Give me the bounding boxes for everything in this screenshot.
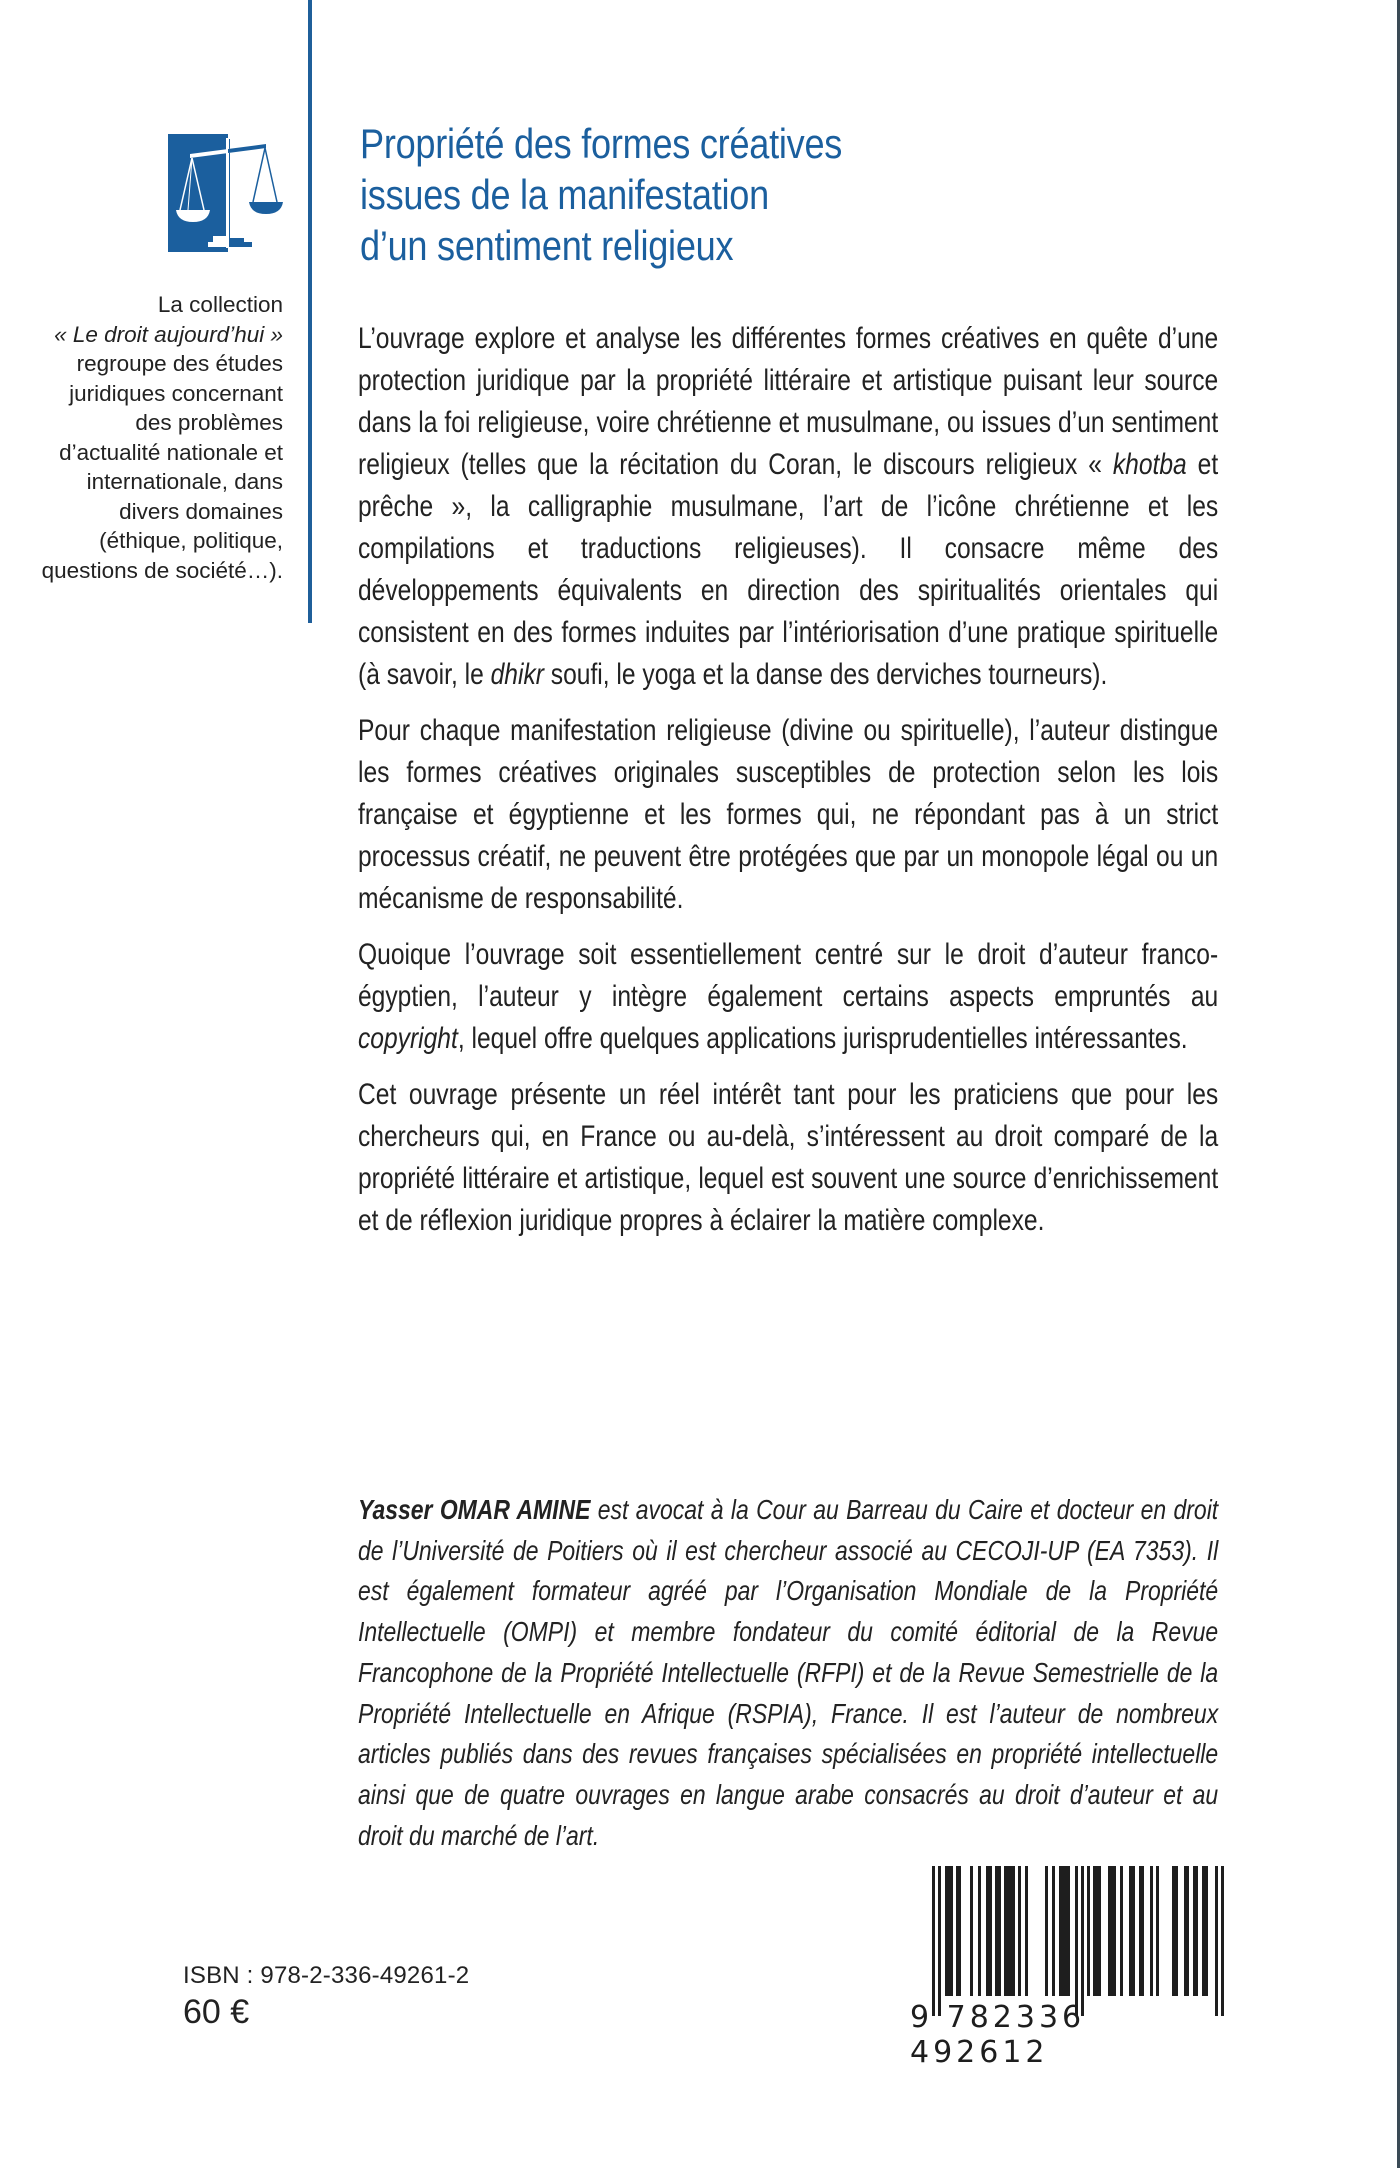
barcode-digits: 9 782336 492612: [910, 2000, 1086, 2070]
book-description: [358, 318, 1218, 1256]
description-paragraph-4: Cet ouvrage présente un réel intérêt tant pour les praticiens que pour les chercheurs qui, en France ou au-delà, s’intéressent au droit comparé de la propriété littéraire et artistique, lequel est souvent une source d’enrichissement et de réflexion juridique propres à éclairer la matière complexe.: [358, 1078, 1219, 1237]
description-paragraph-2: Pour chaque manifestation religieuse (divine ou spirituelle), l’auteur distingue les formes créatives originales susceptibles de protection selon les lois française et égyptienne et les formes qui, ne répondant pas à un strict processus créatif, ne peuvent être protégées que par un monopole légal ou un mécanisme de responsabilité.: [358, 714, 1219, 915]
term-khotba: khotba: [1112, 448, 1187, 481]
author-bio: [358, 1490, 1218, 1856]
collection-series-name: « Le droit aujourd’hui »: [54, 321, 283, 347]
title-line-3: d’un sentiment religieux: [360, 222, 734, 269]
scales-of-justice-icon: [168, 134, 288, 254]
author-bio-text: est avocat à la Cour au Barreau du Caire et docteur en droit de l’Université de Poitiers où il est chercheur associé au CECOJI-UP (EA 7353). Il est également formateur agréé par l’Organisation Mondiale de la Propriété Intellectuelle (OMPI) et membre fondateur du comité éditorial de la Revue Francophone de la Propriété Intellectuelle (RFPI) et de la Revue Semestrielle de la Propriété Intellectuelle en Afrique (RSPIA), France. Il est l’auteur de nombreux articles publiés dans des revues françaises spécialisées en propriété intellectuelle ainsi que de quatre ouvrages en langue arabe consacrés au droit d’auteur et au droit du marché de l’art.: [358, 1494, 1219, 1851]
term-dhikr: dhikr: [490, 658, 544, 691]
price: 60 €: [183, 1993, 250, 2031]
book-title: [360, 118, 1048, 271]
author-name: Yasser OMAR AMINE: [358, 1494, 591, 1525]
isbn: ISBN : 978-2-336-49261-2: [183, 1962, 470, 1989]
vertical-divider: [308, 0, 312, 623]
description-paragraph-1: L’ouvrage explore et analyse les différentes formes créatives en quête d’une protection juridique par la propriété littéraire et artistique puisant leur source dans la foi religieuse, voire chrétienne et musulmane, ou issues d’un sentiment religieux (telles que la récitation du Coran, le discours religieux « khotba et prêche », la calligraphie musulmane, l’art de l’icône chrétienne et les compilations et traductions religieuses). Il consacre même des développements équivalents en direction des spiritualités orientales qui consistent en des formes induites par l’intériorisation d’une pratique spirituelle (à savoir, le dhikr soufi, le yoga et la danse des derviches tourneurs).: [358, 322, 1219, 691]
description-paragraph-3: Quoique l’ouvrage soit essentiellement centré sur le droit d’auteur franco-égyptien, l’auteur y intègre également certains aspects empruntés au copyright, lequel offre quelques applications jurisprudentielles intéressantes.: [358, 938, 1219, 1055]
collection-text: regroupe des études juridiques concernant des problèmes d’actualité nationale et internationale, dans divers domaines (éthique, politique, questions de société…).: [41, 351, 283, 583]
title-line-1: Propriété des formes créatives: [360, 120, 843, 167]
title-line-2: issues de la manifestation: [360, 171, 769, 218]
collection-description: [40, 290, 283, 585]
collection-intro: La collection: [157, 292, 283, 317]
term-copyright: copyright: [358, 1022, 458, 1055]
